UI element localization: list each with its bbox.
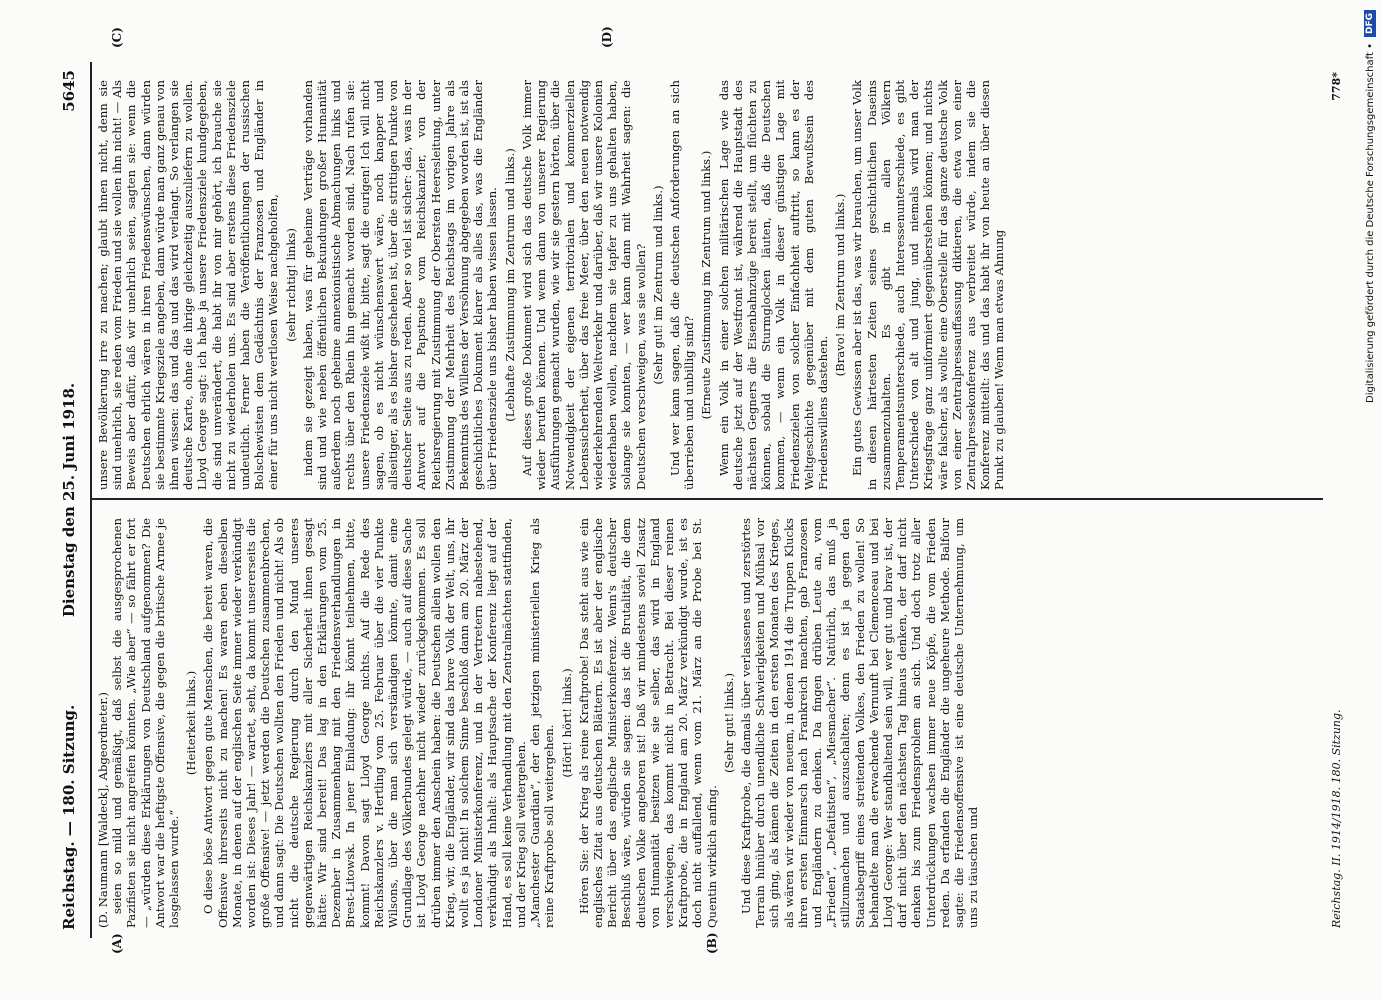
paragraph: O diese böse Antwort gegen gute Menschen, die bereit waren, die Offensive ihrerseits nicht zu machen! Es waren eben dieselben Monate, in denen auf der englischen Seite immer wieder verkündigt worden ist: Dieses Jahr! — wartet, seht, da kommt unsererseits die große Offensive! — jetzt werden die Deutschen zusammenbrechen, und dann sagt: Die Deutschen wollten den Frieden und nicht! Als ob nicht die deutsche Regierung durch den Mund unseres gegenwärtigen Reichskanzlers mit aller Sicherheit ihnen gesagt hätte: Wir sind bereit! Das lag in den Erklärungen vom 25. Dezember in Zusammenhang mit den Friedensverhandlungen in Brest-Litowsk. In jener Einladung: ihr könnt teilnehmen, bitte, kommt! Davon sagt Lloyd George nichts. Auf die Rede des Reichskanzlers v. Hertling vom 25. Februar über die vier Punkte Wilsons, über die man sich verständigen könnte, damit eine Grundlage des Völkerbundes gelegt würde, — auch auf diese Sache ist Lloyd George nachher nicht wieder zurückgekommen. Es soll drüben immer den Anschein haben: die Deutschen allein wollen den Krieg, wir, die Engländer, wir sind das brave Volk der Welt, uns, ihr wollt es ja nicht! In solchem Sinne beschloß dann am 20. März der Londoner Ministerkonferenz, und in der Vertretern nahestehend, verkündigt als Inhalt: als Hauptsache der Konferenz liegt auf der Hand, es soll keine Verhandlung mit den Zentralmächten stattfinden, und der Krieg soll weitergehen. <box>201 518 528 928</box>
interjection: (Sehr gut! im Zentrum und links.) <box>650 185 665 385</box>
paragraph: Und wer kann sagen, daß die deutschen Anforderungen an sich überrieben und unbillig sind? <box>667 80 697 490</box>
interjection: (Bravo! im Zentrum und links.) <box>833 193 848 377</box>
interjection: (Heiterkeit links.) <box>184 670 199 776</box>
page-number: 5645 <box>60 70 78 112</box>
right-column <box>96 80 1323 490</box>
interjection: (Erneute Zustimmung im Zentrum und links.) <box>699 150 714 420</box>
left-column <box>96 518 1323 928</box>
margin-marker-a: (A) <box>110 933 124 954</box>
margin-marker-b: (B) <box>705 932 719 954</box>
margin-marker-c: (C) <box>110 27 124 48</box>
interjection: (sehr richtig! links) <box>283 228 298 342</box>
header-rule <box>90 62 92 938</box>
credit-text: Digitalisierung gefördert durch die Deutsche Forschungsgemeinschaft • <box>1364 43 1376 403</box>
interjection: (Lebhafte Zustimmung im Zentrum und links.) <box>502 148 517 422</box>
page-footnote-number: 778* <box>1330 72 1343 101</box>
paragraph: seien so mild und gemäßigt, daß selbst die ausgesprochenen Pazifisten sie nicht angreifen könnten. „Wie aber“ — so fährt er fort — „würden diese Erklärungen von Deutschland aufgenommen? Die Antwort war die heftigste Offensive, die gegen die britische Armee je losgelassen wurde.“ <box>110 518 182 928</box>
paragraph: Auf dieses große Dokument wird sich das deutsche Volk immer wieder berufen können. Und wenn dann von unserer Regierung Ausführungen gemacht wurden, wie wir sie gestern hörten, über die Notwendigkeit der eigenen territorialen und kommerziellen Lebenssicherheit, über das freie Meer, über den neuen notwendig wiederkehrenden Weltverkehr und darüber, daß wir unsere Kolonien wiederhaben wollen, nachdem sie tapfer zu uns gehalten haben, solange sie konnten, — wer kann dann mit Wahrheit sagen: die Deutschen verschweigen, was sie wollen? <box>519 80 648 490</box>
dfg-logo: DFG <box>1364 10 1376 37</box>
paragraph: Und diese Kraftprobe, die damals über verlassenes und zerstörtes Terrain hinüber durch unendliche Schwierigkeiten und Mühsal vor sich ging, als kämen die Zeiten in den ersten Monaten des Krieges, als wären wir wieder von neuem, in denen 1914 die Truppen Klucks ihren ersten Einmarsch nach Frankreich machten, gab Franzosen und Engländern zu denken. Da fingen drüben Leute an, vom „Frieden“, „Defaitisten“, „Miesmacher“. Natürlich, das muß ja stillzumachen und auszuschalten; denn es ist ja gegen den Staatsbegriff eines streitenden Volkes, den Frieden zu wollen! So behandelte man die erwachende Vernunft bei Clemenceau und bei Lloyd George: Wer standhaltend sein will, wer gut und brav ist, der darf nicht über den nächsten Tag hinaus denken, der darf nicht denken bis zum Friedensproblem an sich. Und doch trotz aller Unterdrückungen wachsen immer neue Köpfe, die vom Frieden reden. Da erfanden die Engländer die ungeheure Methode. Balfour sagte: die Friedensoffensive ist eine deutsche Unternehmung, um uns zu täuschen und <box>738 518 981 928</box>
paragraph: Ein gutes Gewissen aber ist das, was wir brauchen, um unser Volk in diesen härtesten Zeiten seines geschichtlichen Daseins zusammenzuhalten. Es gibt in allen Völkern Temperamentsunterschiede, auch Interessenunterschiede, es gibt Unterschiede von alt und jung, und niemals wird man der Kriegsfrage ganz uniformiert gegenüberstehen können; und nichts wäre falscher, als wollte eine Oberstelle für das ganze deutsche Volk von einer Zentralpressauffassung diktieren, die etwa von einer Zentralpressekonferenz aus verbreitet würde, indem sie die Konferenz mitteilt: das und das habt ihr von heute an über diesen Punkt zu glauben! Wenn man etwas Ahnung <box>850 80 1007 490</box>
paragraph: Hören Sie: der Krieg als reine Kraftprobe! Das steht aus wie ein englisches Zitat aus deutschen Blättern. Es ist aber der englische Bericht über das englische Ministerkonferenz. Wenn's deutscher Beschluß wäre, würden sie sagen: das ist die Brutalität, die dem deutschen Volke angeboren ist! Daß wir mindestens soviel Zusatz von Humanität besitzen wie sie selber, das wird in England verschwiegen, das kommt nicht in Betracht. Bei dieser reinen Kraftprobe, die in England am 20. März verkündigt wurde, ist es doch nicht auffallend, wenn vom 21. März an die Probe bei St. Quentin wirklich anfing. <box>576 518 719 928</box>
paragraph: „Manchester Guardian“, der den jetzigen ministeriellen Krieg als reine Kraftprobe soll weitergehen. <box>528 518 557 928</box>
header-center: Dienstag den 25. Juni 1918. <box>60 382 78 618</box>
paragraph: Wenn ein Volk in einer solchen militärischen Lage wie das deutsche jetzt auf der Westfront ist, während die Hauptstadt des nächsten Gegners die Eisenbahnzüge bereit stellt, um flüchten zu können, sobald die Sturmglocken läuten, daß die Deutschen kommen, — wenn ein Volk in dieser günstigen Lage mit Friedenszielen von solcher Einfachheit auftritt, so kann es der Weltgeschichte gegenüber mit dem guten Bewußtsein des Friedenswillens dastehen. <box>716 80 830 490</box>
paragraph: unsere Bevölkerung irre zu machen; glaubt ihnen nicht, denn sie sind unehrlich, sie reden vom Frieden und sie wollen ihn nicht! — Als Beweis aber dafür, daß wir unehrlich seien, sagten sie: wenn die Deutschen ehrlich wären in ihren Friedenswünschen, dann würden sie bestimmte Kriegsziele angeben, dann würde man ganz genau von ihnen wissen: das und das und das wird verlangt. So verlangen sie deutsche Karte, ohne die ihrige gleichzeitig auszuliefern zu wollen. Lloyd George sagt: ich habe ja unsere Friedensziele kundgegeben, die sind unverändert, die habt ihr von mir gehört, ich brauche sie nicht zu wiederholen uns. Es sind aber erstens diese Friedensziele undeutlich. Ferner haben die Veröffentlichungen der russischen Bolschewisten dem Gedächtnis der Franzosen und Engländer in einer für uns nicht wertlosen Weise nachgeholfen, <box>96 80 281 490</box>
paragraph: indem sie gezeigt haben, was für geheime Verträge vorhanden sind und wie neben öffentlichen Bekundungen großer Humanität außerdem noch geheime annexionistische Abmachungen links und rechts über den Rhein hin gemacht worden sind. Nach rufen sie: unsere Friedensziele wißt ihr, bitte, sagt die eurigen! Ich will nicht sagen, ob es nicht wünschenswert wäre, noch knapper und allseitiger, als es bisher geschehen ist, über die strittigen Punkte von deutscher Seite aus zu reden. Aber so viel ist sicher: das, was in der Antwort auf die Papstnote vom Reichskanzler, von der Reichsregierung mit Zustimmung der Obersten Heeresleitung, unter Zustimmung der Mehrheit des Reichstags im vorigen Jahre als Bekenntnis des Willens der Versöhnung abgegeben worden ist, ist als geschichtliches Dokument klarer als alles das, was die Engländer über Friedensziele uns bisher haben wissen lassen. <box>300 80 500 490</box>
interjection: (Sehr gut! links.) <box>721 673 736 773</box>
page-footer: Reichstag. II. 1914/1918. 180. Sitzung. <box>1330 709 1343 928</box>
header-left: Reichstag. — 180. Sitzung. <box>60 704 78 930</box>
interjection: (Hört! hört! links.) <box>559 668 574 778</box>
margin-marker-d: (D) <box>600 26 614 48</box>
paragraph: (D. Naumann [Waldeck], Abgeordneter.) <box>96 692 110 928</box>
column-divider <box>90 498 1323 500</box>
credit-strip <box>1357 0 1383 1000</box>
page-header <box>60 70 88 930</box>
